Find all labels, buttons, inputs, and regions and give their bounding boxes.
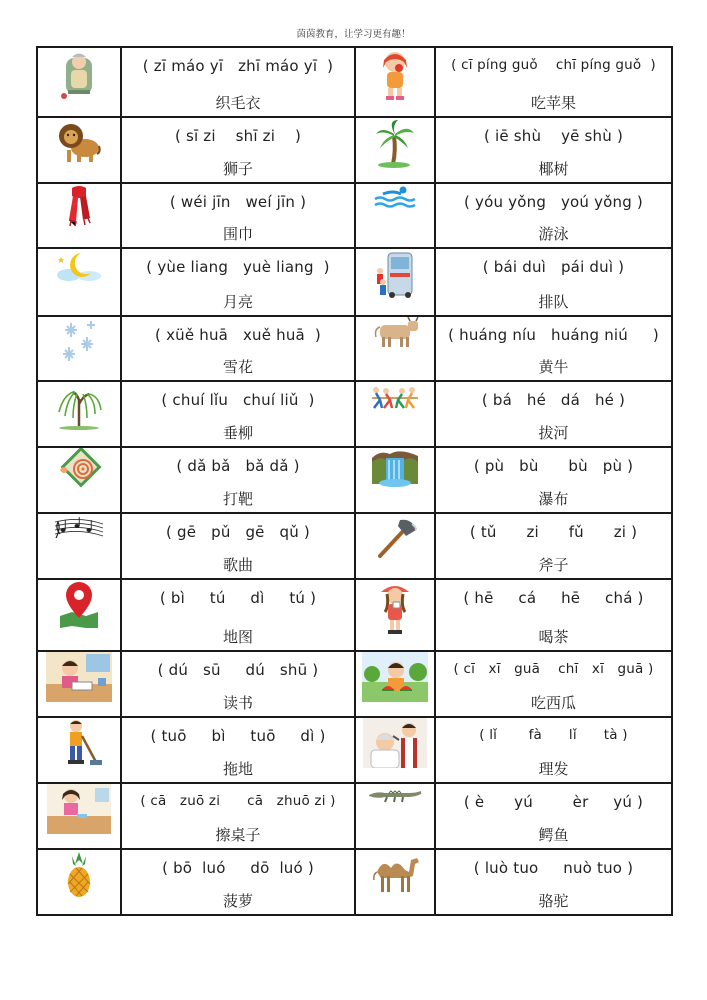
chinese-word: 围巾 [222, 225, 253, 244]
left-picture-cell [37, 717, 121, 783]
right-text-cell [435, 651, 672, 717]
chinese-word: 歌曲 [222, 556, 253, 575]
worksheet-row [37, 248, 672, 315]
right-text-cell [435, 248, 672, 315]
pinyin-choices: ( bì tú dì tú ) [159, 589, 317, 608]
pinyin-choices: ( dú sū dú shū ) [157, 661, 319, 680]
boy-eating-watermelon-icon [362, 667, 428, 686]
chinese-word: 拖地 [222, 760, 253, 779]
left-picture-cell [37, 248, 121, 315]
right-text-cell [435, 117, 672, 183]
left-text-cell [121, 117, 355, 183]
right-picture-cell [355, 579, 435, 651]
left-text-cell [121, 248, 355, 315]
chinese-word: 吃苹果 [530, 93, 576, 112]
right-text-cell [435, 381, 672, 447]
chinese-word: 吃西瓜 [530, 694, 576, 713]
left-picture-cell [37, 117, 121, 183]
pinyin-choices: ( chuí lǐu chuí liǔ ) [161, 391, 315, 410]
worksheet-row [37, 717, 672, 783]
pinyin-choices: ( iē shù yē shù ) [483, 126, 623, 145]
pinyin-choices: ( dǎ bǎ bǎ dǎ ) [176, 457, 300, 476]
worksheet-row [37, 447, 672, 513]
chinese-word: 月亮 [222, 292, 253, 311]
right-picture-cell [355, 513, 435, 579]
chinese-word: 斧子 [538, 556, 569, 575]
pineapple-icon [64, 865, 94, 884]
crescent-moon-icon [55, 256, 103, 275]
right-text-cell [435, 47, 672, 117]
left-picture-cell [37, 47, 121, 117]
chinese-word: 雪花 [222, 358, 253, 377]
left-picture-cell [37, 183, 121, 249]
chinese-word: 喝茶 [538, 628, 569, 647]
right-picture-cell [355, 117, 435, 183]
camel-icon [367, 862, 423, 881]
axe-icon [372, 527, 418, 546]
worksheet-row [37, 316, 672, 382]
worksheet-row [37, 381, 672, 447]
right-text-cell [435, 513, 672, 579]
left-text-cell [121, 513, 355, 579]
pinyin-choices: ( yóu yǒng yoú yǒng ) [464, 192, 643, 211]
pinyin-choices: ( sī zi shī zi ) [174, 126, 302, 145]
left-picture-cell [37, 316, 121, 382]
girl-drinking-tea-icon [375, 598, 415, 617]
chinese-word: 排队 [538, 292, 569, 311]
right-picture-cell [355, 717, 435, 783]
chinese-word: 鳄鱼 [538, 826, 569, 845]
pinyin-worksheet-table [36, 46, 673, 916]
left-picture-cell [37, 651, 121, 717]
right-text-cell [435, 183, 672, 249]
pinyin-choices: ( lǐ fà lǐ tà ) [479, 727, 628, 744]
pinyin-choices: ( yùe liang yuè liang ) [146, 258, 330, 277]
chinese-word: 擦桌子 [215, 826, 261, 845]
right-text-cell [435, 316, 672, 382]
pinyin-choices: ( xüě huā xuě huā ) [155, 325, 321, 344]
left-picture-cell [37, 447, 121, 513]
barber-icon [363, 733, 427, 752]
pinyin-choices: ( cī píng guǒ chī píng guǒ ) [451, 57, 656, 73]
pinyin-choices: ( hē cá hē chá ) [463, 589, 644, 608]
girl-eating-apple-icon [375, 65, 415, 84]
chinese-word: 打靶 [222, 490, 253, 509]
girl-reading-icon [46, 667, 112, 686]
chinese-word: 游泳 [538, 225, 569, 244]
waterfall-icon [370, 458, 420, 477]
left-text-cell [121, 447, 355, 513]
crocodile-icon [367, 784, 423, 803]
girl-wiping-table-icon [47, 799, 111, 818]
right-text-cell [435, 447, 672, 513]
right-text-cell [435, 579, 672, 651]
pinyin-choices: ( è yú èr yú ) [463, 793, 644, 812]
left-text-cell [121, 579, 355, 651]
chinese-word: 狮子 [222, 159, 253, 178]
left-picture-cell [37, 783, 121, 849]
pinyin-choices: ( pù bù bù pù ) [473, 457, 634, 476]
chinese-word: 垂柳 [222, 424, 253, 443]
chinese-word: 骆驼 [538, 892, 569, 910]
chinese-word: 黄牛 [538, 358, 569, 377]
chinese-word: 读书 [222, 694, 253, 713]
right-picture-cell [355, 381, 435, 447]
worksheet-row [37, 47, 672, 117]
target-board-icon [56, 461, 102, 480]
worksheet-row [37, 579, 672, 651]
left-text-cell [121, 316, 355, 382]
right-picture-cell [355, 783, 435, 849]
chinese-word: 瀑布 [538, 490, 569, 509]
left-text-cell [121, 183, 355, 249]
yellow-ox-icon [370, 322, 420, 341]
pinyin-choices: ( luò tuo nuò tuo ) [473, 859, 634, 878]
left-text-cell [121, 717, 355, 783]
pinyin-choices: ( bō luó dō luó ) [162, 859, 314, 878]
page-header: 茵茵教育，让学习更有趣！ [296, 29, 411, 40]
queue-bus-icon [374, 265, 416, 284]
chinese-word: 地图 [222, 628, 253, 647]
worksheet-row [37, 183, 672, 249]
left-text-cell [121, 849, 355, 915]
willow-tree-icon [53, 396, 105, 415]
left-text-cell [121, 381, 355, 447]
right-picture-cell [355, 47, 435, 117]
left-picture-cell [37, 513, 121, 579]
left-picture-cell [37, 849, 121, 915]
right-text-cell [435, 717, 672, 783]
right-picture-cell [355, 651, 435, 717]
chinese-word: 拔河 [538, 424, 569, 443]
left-text-cell [121, 47, 355, 117]
worksheet-row [37, 117, 672, 183]
pinyin-choices: ( tuō bì tuō dì ) [150, 727, 326, 746]
left-picture-cell [37, 579, 121, 651]
pinyin-choices: ( bá hé dá hé ) [481, 391, 626, 410]
pinyin-choices: ( cā zuō zi cā zhuō zi ) [140, 793, 336, 810]
pinyin-choices: ( zī máo yī zhī máo yī ) [142, 57, 334, 75]
left-text-cell [121, 651, 355, 717]
right-picture-cell [355, 248, 435, 315]
chinese-word: 菠萝 [222, 892, 253, 910]
knitting-grandma-icon [54, 65, 104, 84]
tug-of-war-icon [368, 387, 422, 406]
right-picture-cell [355, 849, 435, 915]
worksheet-row [37, 849, 672, 915]
snowflakes-icon [57, 331, 101, 350]
chinese-word: 理发 [538, 760, 569, 779]
pinyin-choices: ( gē pǔ gē qǔ ) [166, 523, 310, 542]
right-text-cell [435, 783, 672, 849]
right-picture-cell [355, 447, 435, 513]
map-pin-icon [58, 595, 100, 614]
pinyin-choices: ( wéi jīn weí jīn ) [169, 192, 307, 211]
pinyin-choices: ( cī xī guā chī xī guā ) [453, 661, 654, 678]
music-notes-icon [53, 518, 105, 537]
worksheet-row [37, 513, 672, 579]
left-picture-cell [37, 381, 121, 447]
pinyin-choices: ( bái duì pái duì ) [482, 258, 625, 277]
pinyin-choices: ( huáng níu huáng niú ) [448, 325, 659, 344]
palm-tree-icon [374, 132, 416, 151]
boy-mopping-icon [56, 733, 102, 752]
right-text-cell [435, 849, 672, 915]
red-scarf-icon [64, 195, 94, 214]
pinyin-choices: ( tǔ zi fǔ zi ) [469, 523, 638, 542]
worksheet-row [37, 783, 672, 849]
chinese-word: 织毛衣 [215, 93, 261, 112]
right-picture-cell [355, 316, 435, 382]
lion-icon [57, 130, 101, 149]
left-text-cell [121, 783, 355, 849]
chinese-word: 椰树 [538, 159, 569, 178]
worksheet-row [37, 651, 672, 717]
right-picture-cell [355, 183, 435, 249]
swimmer-icon [373, 186, 417, 205]
